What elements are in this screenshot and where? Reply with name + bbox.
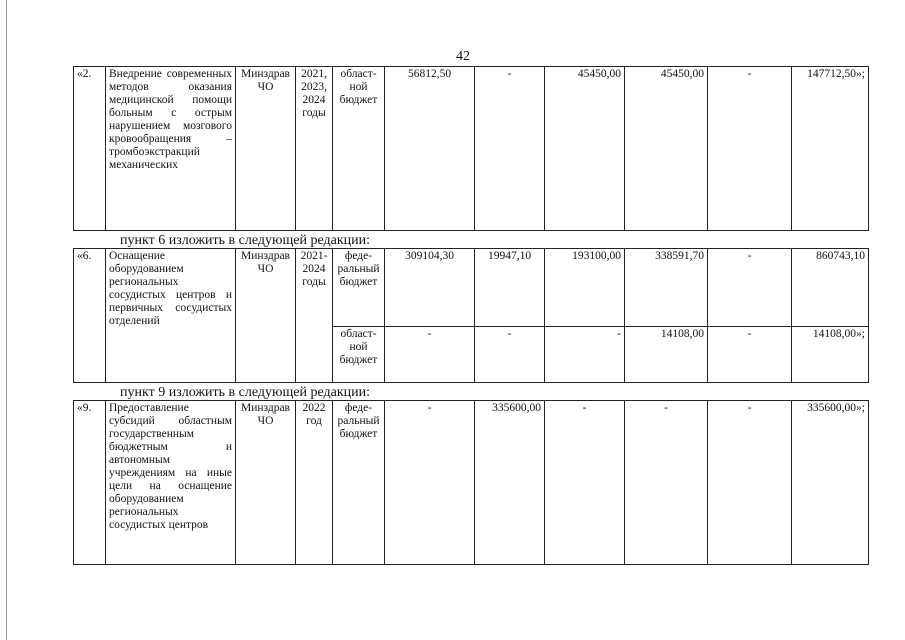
row-executor: Минздрав ЧО — [236, 249, 296, 383]
table-row — [74, 249, 869, 327]
row-description: Внедрение современных методов оказания медицинской помощи больным с острым нарушением мозгового кровообращения – тромбоэкстракций механических — [106, 67, 236, 231]
row-value-1: 56812,50 — [385, 67, 475, 231]
table-item-2 — [73, 66, 869, 231]
row-value-1: - — [385, 327, 475, 383]
row-value-4: 14108,00 — [625, 327, 708, 383]
row-value-3: 45450,00 — [545, 67, 625, 231]
row-value-2: 335600,00 — [475, 401, 545, 565]
row-description: Оснащение оборудованием региональных сосудистых центров и первичных сосудистых отделений — [106, 249, 236, 383]
row-source: феде-ральный бюджет — [333, 401, 385, 565]
row-value-3: - — [545, 327, 625, 383]
row-value-4: - — [625, 401, 708, 565]
row-number: «9. — [74, 401, 106, 565]
row-value-3: 193100,00 — [545, 249, 625, 327]
row-value-1: - — [385, 401, 475, 565]
table-row — [74, 67, 869, 231]
row-value-3: - — [545, 401, 625, 565]
row-source: област-ной бюджет — [333, 67, 385, 231]
row-value-5: - — [708, 327, 792, 383]
row-number: «2. — [74, 67, 106, 231]
row-value-5: - — [708, 67, 792, 231]
row-value-2: - — [475, 67, 545, 231]
table-row — [74, 401, 869, 565]
row-value-4: 45450,00 — [625, 67, 708, 231]
row-years: 2021-2024 годы — [296, 249, 333, 383]
row-value-2: 19947,10 — [475, 249, 545, 327]
row-total: 335600,00»; — [792, 401, 869, 565]
row-years: 2022 год — [296, 401, 333, 565]
row-source: област-ной бюджет — [333, 327, 385, 383]
page-margin-line — [6, 0, 7, 640]
section-heading: пункт 6 изложить в следующей редакции: — [120, 233, 370, 248]
row-value-5: - — [708, 401, 792, 565]
table-item-9 — [73, 400, 869, 565]
section-heading: пункт 9 изложить в следующей редакции: — [120, 385, 370, 400]
row-total: 14108,00»; — [792, 327, 869, 383]
row-value-4: 338591,70 — [625, 249, 708, 327]
row-number: «6. — [74, 249, 106, 383]
table-item-6 — [73, 248, 869, 383]
row-value-2: - — [475, 327, 545, 383]
row-value-5: - — [708, 249, 792, 327]
row-value-1: 309104,30 — [385, 249, 475, 327]
row-description: Предоставление субсидий областным государственным бюджетным и автономным учреждениям на иные цели на оснащение оборудованием региональных сосудистых центров — [106, 401, 236, 565]
row-years: 2021, 2023, 2024 годы — [296, 67, 333, 231]
row-executor: Минздрав ЧО — [236, 401, 296, 565]
page-number: 42 — [456, 49, 470, 64]
row-total: 147712,50»; — [792, 67, 869, 231]
row-total: 860743,10 — [792, 249, 869, 327]
row-executor: Минздрав ЧО — [236, 67, 296, 231]
row-source: феде-ральный бюджет — [333, 249, 385, 327]
